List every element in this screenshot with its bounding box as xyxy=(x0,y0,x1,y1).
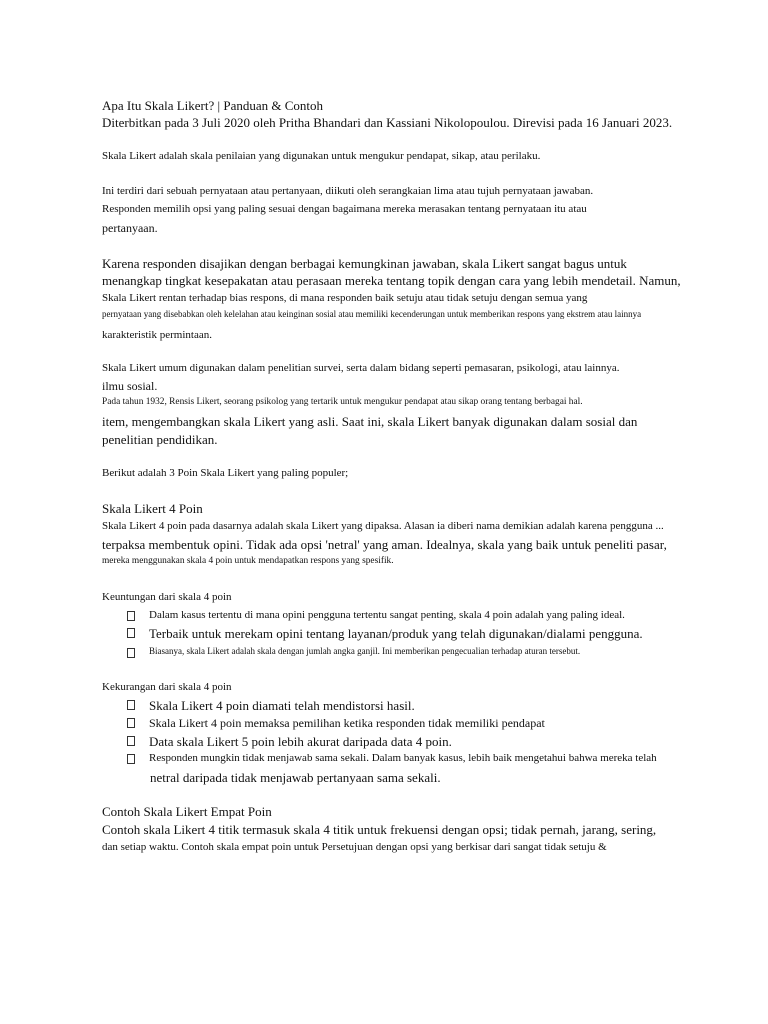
byline: Diterbitkan pada 3 Juli 2020 oleh Pritha Bhandari dan Kassiani Nikolopoulou. Direvisi pada 16 Januari 2023. xyxy=(102,115,673,130)
list-item xyxy=(102,626,643,642)
list-item xyxy=(102,646,580,658)
list-item-text: Skala Likert 4 poin diamati telah mendistorsi hasil. xyxy=(149,698,415,713)
list-item-continuation: netral daripada tidak menjawab pertanyaan sama sekali. xyxy=(150,770,441,785)
section-heading-contoh: Contoh Skala Likert Empat Poin xyxy=(102,804,272,819)
list-item-text: Dalam kasus tertentu di mana opini pengguna tertentu sangat penting, skala 4 poin adalah yang paling ideal. xyxy=(149,609,625,621)
paragraph-line: Skala Likert 4 poin pada dasarnya adalah skala Likert yang dipaksa. Alasan ia diberi nama demikian adalah karena pengguna ... xyxy=(102,520,664,532)
list-item xyxy=(102,716,545,730)
bullet-icon xyxy=(127,648,135,658)
paragraph-intro-list: Berikut adalah 3 Poin Skala Likert yang paling populer; xyxy=(102,467,349,479)
paragraph-line: pernyataan yang disebabkan oleh kelelahan atau keinginan sosial atau memiliki kecenderungan untuk memberikan respons yang ekstrem atau lainnya xyxy=(102,309,642,319)
section-heading-4-poin: Skala Likert 4 Poin xyxy=(102,501,203,516)
bullet-icon xyxy=(127,628,135,638)
list-item-text: Skala Likert 4 poin memaksa pemilihan ketika responden tidak memiliki pendapat xyxy=(149,716,545,730)
paragraph-line: item, mengembangkan skala Likert yang asli. Saat ini, skala Likert banyak digunakan dalam sosial dan xyxy=(102,414,638,429)
paragraph-line: Skala Likert rentan terhadap bias respons, di mana responden baik setuju atau tidak setuju dengan semua yang xyxy=(102,292,588,304)
list-item-text: Biasanya, skala Likert adalah skala dengan jumlah angka ganjil. Ini memberikan pengecualian terhadap aturan tersebut. xyxy=(149,646,581,656)
paragraph-line: karakteristik permintaan. xyxy=(102,329,212,341)
paragraph-line: Responden memilih opsi yang paling sesuai dengan bagaimana mereka merasakan tentang pernyataan itu atau xyxy=(102,203,587,215)
list-item xyxy=(102,734,452,750)
list-item-text: Responden mungkin tidak menjawab sama sekali. Dalam banyak kasus, lebih baik mengetahui bahwa mereka telah xyxy=(149,752,657,764)
disadvantages-heading: Kekurangan dari skala 4 poin xyxy=(102,681,232,693)
paragraph-line: Contoh skala Likert 4 titik termasuk skala 4 titik untuk frekuensi dengan opsi; tidak pernah, jarang, sering, xyxy=(102,822,657,837)
bullet-icon xyxy=(127,611,135,621)
bullet-icon xyxy=(127,700,135,710)
paragraph-line: terpaksa membentuk opini. Tidak ada opsi 'netral' yang aman. Idealnya, skala yang baik untuk peneliti pasar, xyxy=(102,537,667,552)
document-title: Apa Itu Skala Likert? | Panduan & Contoh xyxy=(102,98,324,113)
list-item xyxy=(102,752,657,765)
paragraph-definition: Skala Likert adalah skala penilaian yang digunakan untuk mengukur pendapat, sikap, atau perilaku. xyxy=(102,150,541,162)
paragraph-line: penelitian pendidikan. xyxy=(102,432,218,447)
list-item-text: Terbaik untuk merekam opini tentang layanan/produk yang telah digunakan/dialami pengguna. xyxy=(149,626,643,641)
paragraph-line: dan setiap waktu. Contoh skala empat poin untuk Persetujuan dengan opsi yang berkisar dari sangat tidak setuju & xyxy=(102,841,607,853)
paragraph-line: pertanyaan. xyxy=(102,221,158,235)
bullet-icon xyxy=(127,754,135,764)
paragraph-line: Pada tahun 1932, Rensis Likert, seorang psikolog yang tertarik untuk mengukur pendapat atau sikap orang tentang berbagai hal. xyxy=(102,397,583,407)
paragraph-line: Ini terdiri dari sebuah pernyataan atau pertanyaan, diikuti oleh serangkaian lima atau tujuh pernyataan jawaban. xyxy=(102,185,594,197)
list-item xyxy=(102,609,625,622)
list-item xyxy=(102,698,415,714)
paragraph-line: Karena responden disajikan dengan berbagai kemungkinan jawaban, skala Likert sangat bagus untuk xyxy=(102,256,627,271)
advantages-heading: Keuntungan dari skala 4 poin xyxy=(102,591,232,603)
list-item-text: Data skala Likert 5 poin lebih akurat daripada data 4 poin. xyxy=(149,734,452,749)
bullet-icon xyxy=(127,736,135,746)
paragraph-line: Skala Likert umum digunakan dalam penelitian survei, serta dalam bidang seperti pemasaran, psikologi, atau lainnya. xyxy=(102,362,620,374)
paragraph-line: ilmu sosial. xyxy=(102,379,158,393)
paragraph-line: menangkap tingkat kesepakatan atau perasaan mereka tentang topik dengan cara yang lebih mendetail. Namun, xyxy=(102,273,681,288)
bullet-icon xyxy=(127,718,135,728)
paragraph-line: mereka menggunakan skala 4 poin untuk mendapatkan respons yang spesifik. xyxy=(102,556,394,566)
